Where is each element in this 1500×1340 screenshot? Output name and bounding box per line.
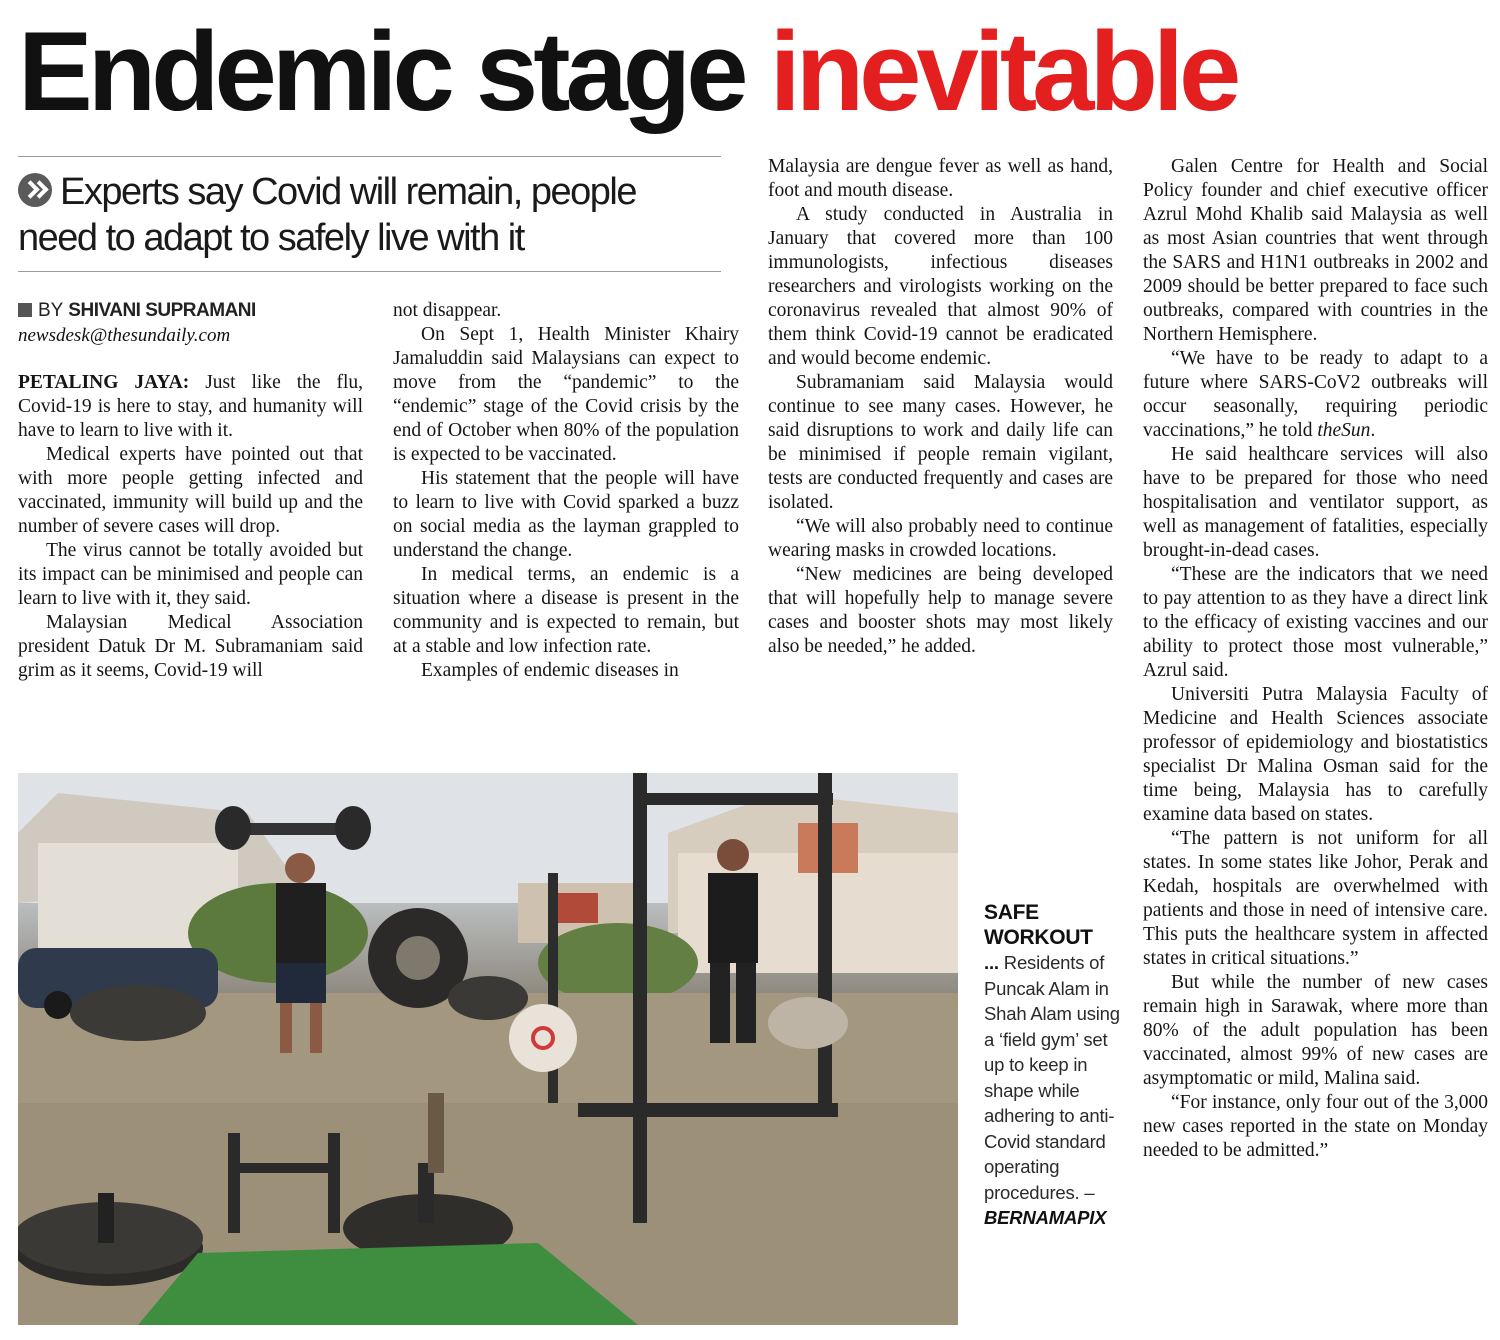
article-paragraph: “We have to be ready to adapt to a future where SARS-CoV2 outbreaks will occur seasonally, requiring periodic vaccinations,” he told theSun. (1143, 348, 1488, 441)
byline (18, 300, 363, 348)
article-column-1 (18, 371, 363, 683)
photo-illustration (18, 773, 958, 1325)
publication-name: theSun (1317, 420, 1371, 441)
caption-body (984, 950, 1124, 1231)
article-paragraph: His statement that the people will have to learn to live with Covid sparked a buzz on social media as the layman grappled to understand the change. (393, 468, 739, 561)
article-paragraph-continued: not disappear. (393, 300, 502, 321)
article-paragraph: He said healthcare services will also have to be prepared for those who need hospitalisation and ventilator support, as well as management of fatalities, especially brought-in-dead cases. (1143, 444, 1488, 561)
caption-dots: ... (984, 952, 999, 973)
byline-prefix: BY (38, 300, 64, 321)
article-column-2 (393, 299, 739, 683)
double-chevron-right-icon (18, 173, 52, 207)
article-paragraph: In medical terms, an endemic is a situation where a disease is present in the community and is expected to remain, but at a stable and low infection rate. (393, 564, 739, 657)
article-column-3 (768, 155, 1113, 659)
byline-email: newsdesk@thesundaily.com (18, 325, 231, 346)
deck-text: Experts say Covid will remain, people need to adapt to safely live with it (18, 171, 636, 259)
article-paragraph: Universiti Putra Malaysia Faculty of Medicine and Health Sciences associate professor of epidemiology and biostatistics specialist Dr Malina Osman said for the time being, Malaysia has to carefully examine data based on states. (1143, 684, 1488, 825)
article-paragraph: PETALING JAYA: Just like the flu, Covid-19 is here to stay, and humanity will have to learn to live with it. (18, 372, 363, 441)
article-paragraph: But while the number of new cases remain high in Sarawak, where more than 80% of the adult population has been vaccinated, almost 99% of new cases are asymptomatic or mild, Malina said. (1143, 972, 1488, 1089)
article-paragraph: “These are the indicators that we need to pay attention to as they have a direct link to the efficacy of existing vaccines and our ability to protect those most vulnerable,” Azrul said. (1143, 564, 1488, 681)
article-paragraph: Examples of endemic diseases in (421, 660, 679, 681)
article-paragraph: Medical experts have pointed out that with more people getting infected and vaccinated, immunity will build up and the number of severe cases will drop. (18, 444, 363, 537)
article-paragraph-continued: Malaysia are dengue fever as well as hand, foot and mouth disease. (768, 156, 1113, 201)
article-paragraph: The virus cannot be totally avoided but its impact can be minimised and people can learn to live with it, they said. (18, 540, 363, 609)
byline-square-icon (18, 303, 32, 317)
deck-subheadline (18, 156, 721, 272)
caption-title-line1: SAFE (984, 901, 1039, 924)
article-paragraph: “The pattern is not uniform for all states. In some states like Johor, Perak and Kedah, hospitals are overwhelmed with patients and those in need of intensive care. This puts the healthcare system in affected states in critical situations.” (1143, 828, 1488, 969)
byline-author: SHIVANI SUPRAMANI (68, 300, 256, 321)
article-paragraph: On Sept 1, Health Minister Khairy Jamaluddin said Malaysians can expect to move from the “pandemic” to the “endemic” stage of the Covid crisis by the end of October when 80% of the population is expected to be vaccinated. (393, 324, 739, 465)
article-paragraph: “New medicines are being developed that will hopefully help to manage severe cases and booster shots may most likely also be needed,” he added. (768, 564, 1113, 657)
caption-title-line2: WORKOUT (984, 926, 1093, 949)
headline (18, 2, 1488, 142)
article-column-4 (1143, 155, 1488, 1163)
news-photo-field-gym (18, 773, 958, 1325)
dateline: PETALING JAYA: (18, 372, 190, 393)
caption-text: Residents of Puncak Alam in Shah Alam using a ‘field gym’ set up to keep in shape while adhering to anti-Covid standard operating procedures. – (984, 952, 1120, 1203)
article-paragraph: Subramaniam said Malaysia would continue to see many cases. However, he said disruptions to work and daily life can be minimised if people remain vigilant, tests are conducted frequently and cases are isolated. (768, 372, 1113, 513)
photo-caption (984, 900, 1124, 1231)
article-paragraph: A study conducted in Australia in January that covered more than 100 immunologists, infectious diseases researchers and virologists working on the coronavirus revealed that almost 90% of them think Covid-19 cannot be eradicated and would become endemic. (768, 204, 1113, 369)
article-paragraph: “We will also probably need to continue wearing masks in crowded locations. (768, 516, 1113, 561)
caption-credit: BERNAMAPIX (984, 1207, 1107, 1228)
headline-part1: Endemic stage (18, 9, 744, 134)
headline-part2: inevitable (769, 9, 1237, 134)
article-paragraph: “For instance, only four out of the 3,000 new cases reported in the state on Monday needed to be admitted.” (1143, 1092, 1488, 1161)
article-paragraph: Galen Centre for Health and Social Policy founder and chief executive officer Azrul Mohd Khalib said Malaysia as well as most Asian countries that went through the SARS and H1N1 outbreaks in 2002 and 2009 should be better prepared to face such outbreaks, compared with countries in the Northern Hemisphere. (1143, 156, 1488, 345)
article-paragraph: Malaysian Medical Association president Datuk Dr M. Subramaniam said grim as it seems, Covid-19 will (18, 612, 363, 681)
